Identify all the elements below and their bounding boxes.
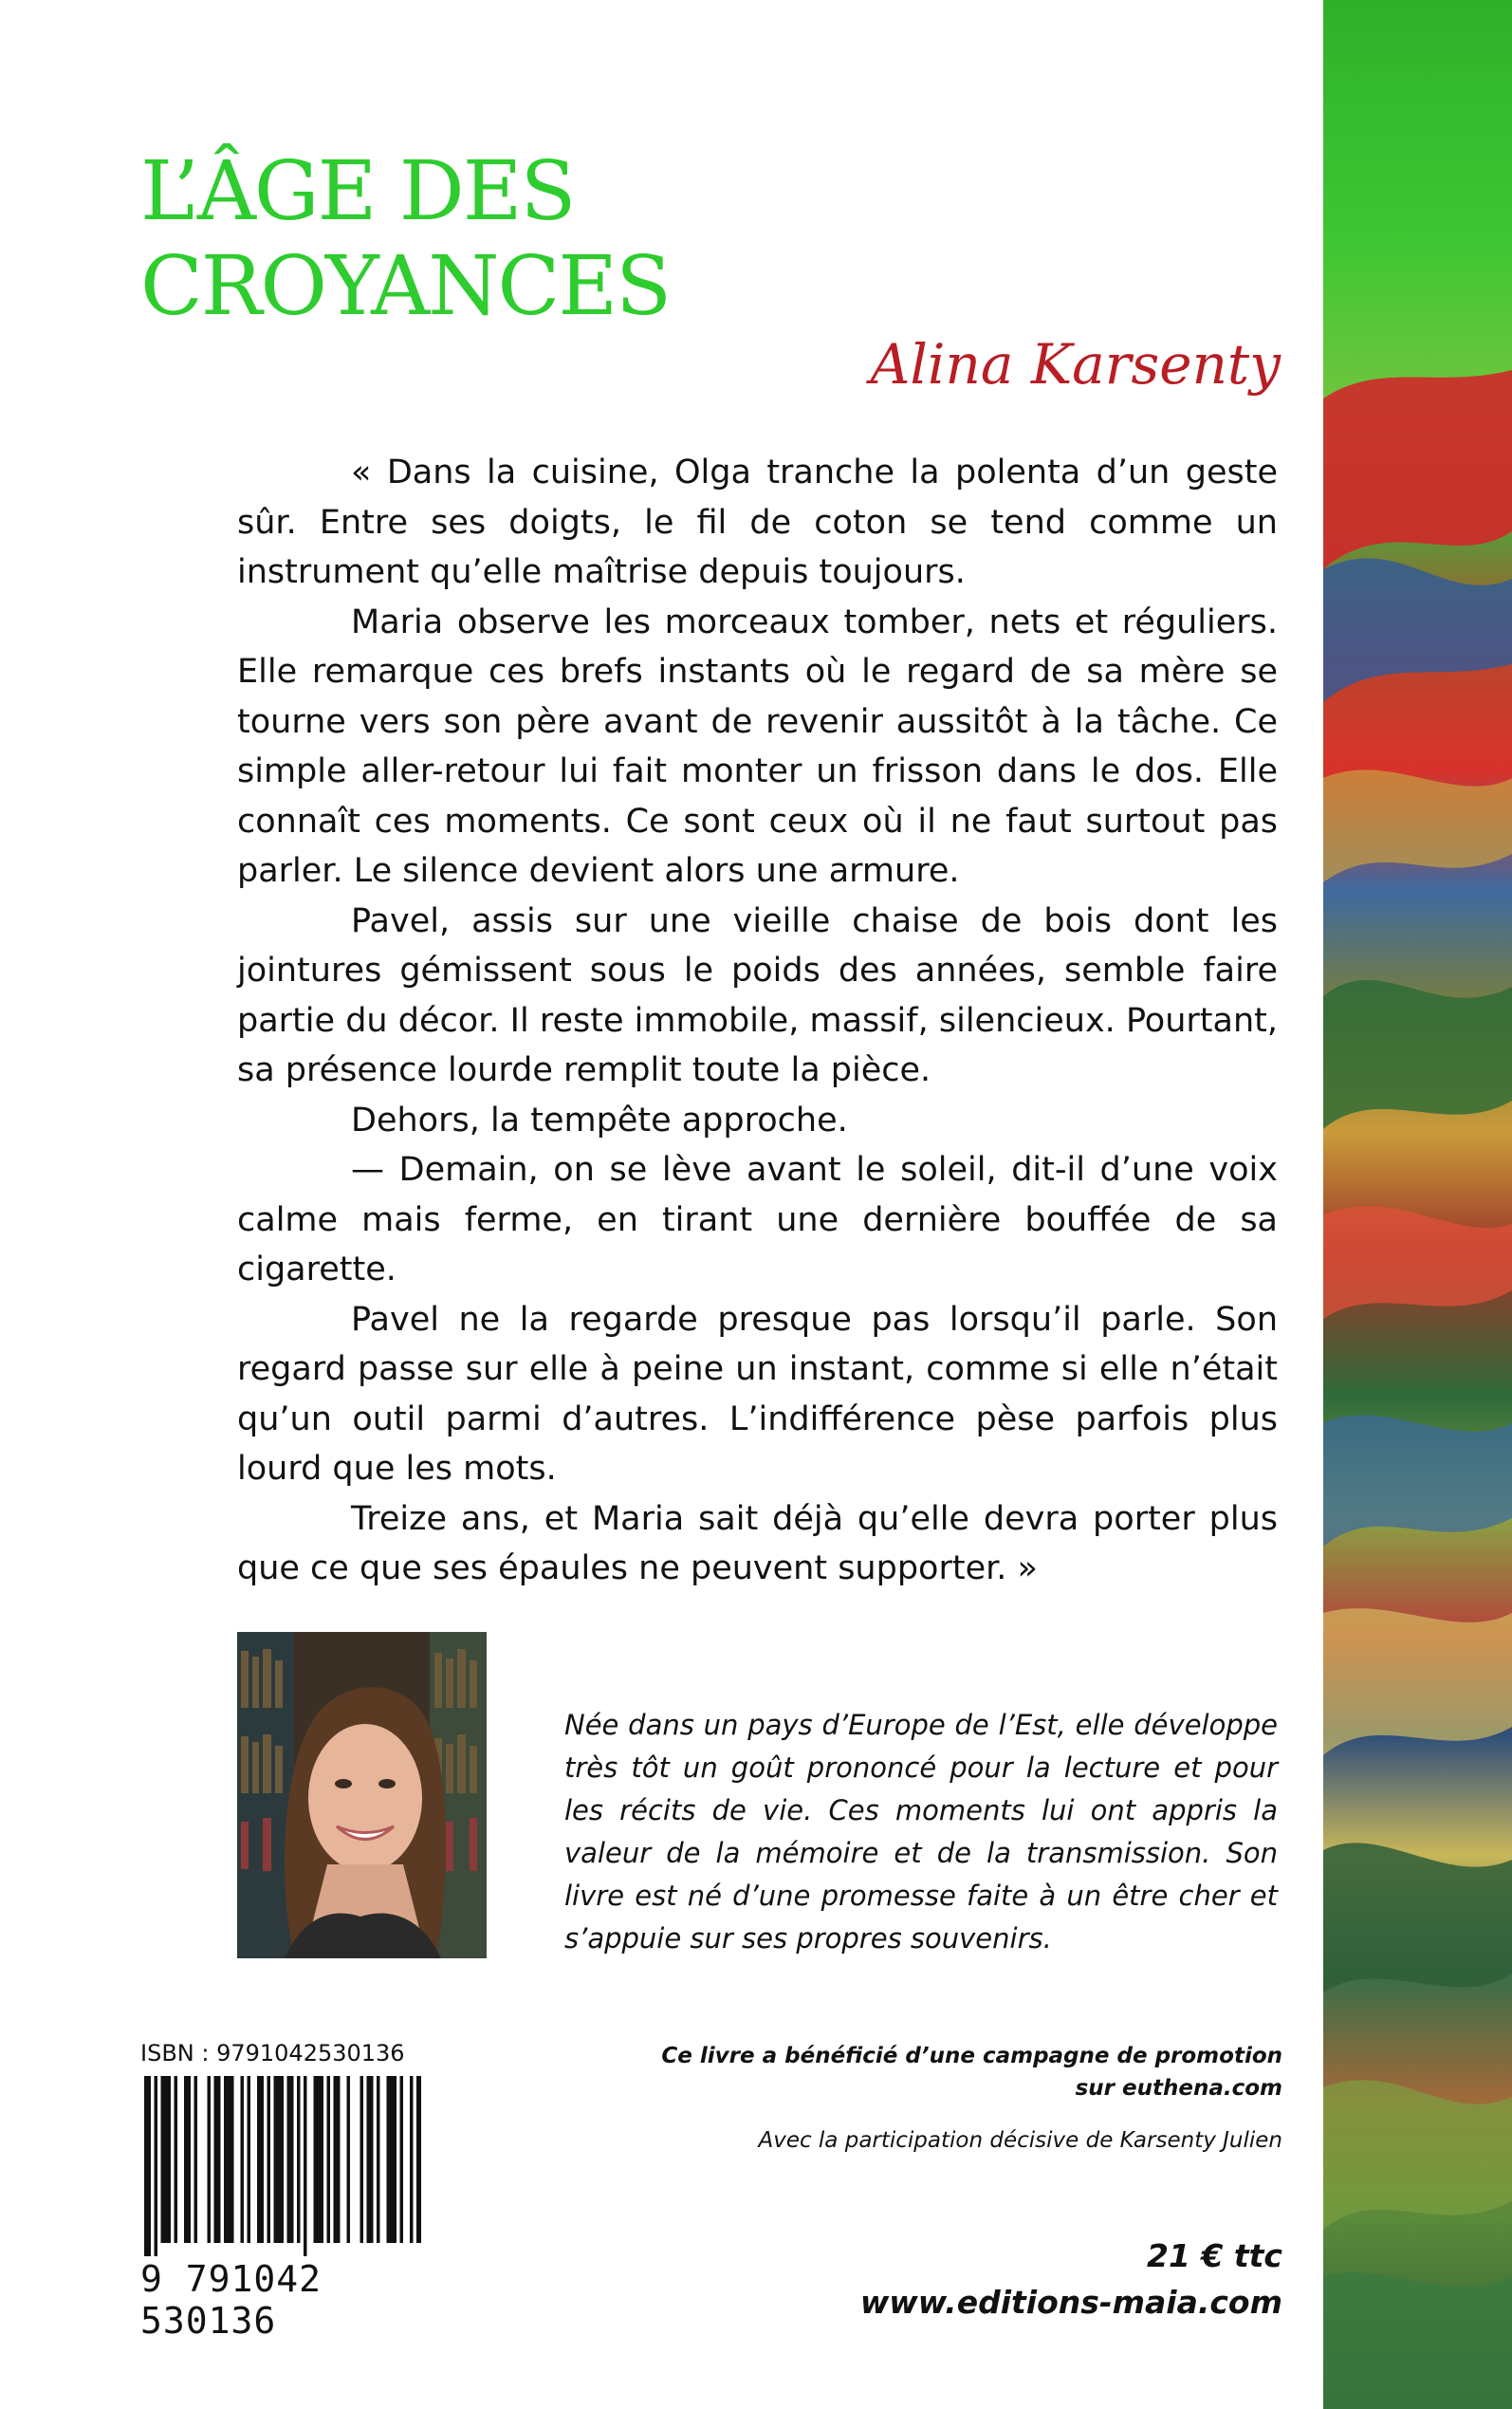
publisher-website: www.editions-maia.com: [859, 2284, 1282, 2321]
barcode-bar: [377, 2076, 380, 2243]
barcode-bar: [416, 2076, 421, 2243]
excerpt-paragraph: Dehors, la tempête approche.: [351, 1101, 848, 1140]
book-title: [140, 144, 670, 334]
barcode-bar: [304, 2076, 307, 2256]
barcode-bar: [327, 2076, 331, 2243]
barcode-bar: [400, 2076, 404, 2243]
barcode-bar: [208, 2076, 212, 2243]
barcode-bar: [214, 2076, 221, 2243]
author-name: Alina Karsenty: [870, 332, 1281, 397]
barcode-bar: [347, 2076, 351, 2243]
author-portrait-photo: [237, 1632, 487, 1958]
barcode-bar: [248, 2076, 251, 2243]
promotion-line-1: Ce livre a bénéficié d’une campagne de promotion: [661, 2044, 1282, 2068]
barcode-bar: [287, 2076, 294, 2243]
book-price: 21 € ttc: [1147, 2237, 1282, 2274]
isbn-number: ISBN : 9791042530136: [140, 2040, 405, 2066]
excerpt-paragraph: Treize ans, et Maria sait déjà qu’elle devra porter plus que ce que ses épaules ne peuvent supporter. »: [237, 1499, 1278, 1587]
excerpt-paragraph: Maria observe les morceaux tomber, nets et réguliers. Elle remarque ces brefs instants où le regard de sa mère se tourne vers son père avant de revenir aussitôt à la tâche. Ce simple aller-retour lui fait monter un frisson dans le dos. Elle connaît ces moments. Ce sont ceux où il ne faut surtout pas parler. Le silence devient alors une armure.: [237, 602, 1278, 890]
barcode-bar: [184, 2076, 191, 2243]
barcode-bar: [224, 2076, 234, 2243]
barcode-bar: [144, 2076, 151, 2256]
barcode-bar: [360, 2076, 364, 2243]
barcode-bar: [155, 2076, 158, 2256]
barcode-bar: [267, 2076, 271, 2243]
barcode-bar: [161, 2076, 172, 2243]
excerpt-paragraph: Pavel ne la regarde presque pas lorsqu’il parle. Son regard passe sur elle à peine un instant, comme si elle n’était qu’un outil parmi d’autres. L’indifférence pèse parfois plus lourd que les mots.: [237, 1300, 1278, 1488]
barcode-bar: [194, 2076, 198, 2243]
author-biography: Née dans un pays d’Europe de l’Est, elle développe très tôt un goût prononcé pour la lecture et pour les récits de vie. Ces moments lui ont appris la valeur de la mémoire et de la transmission. Son livre est né d’une promesse faite à un être cher et s’appuie sur ses propres souvenirs.: [564, 1709, 1278, 1955]
barcode-bar: [175, 2076, 178, 2243]
excerpt-paragraph: « Dans la cuisine, Olga tranche la polenta d’un geste sûr. Entre ses doigts, le fil de coton se tend comme un instrument qu’elle maîtrise depuis toujours.: [237, 454, 1278, 591]
barcode-bar: [334, 2076, 341, 2243]
barcode-bar: [387, 2076, 397, 2243]
painted-landscape-strip: [1323, 0, 1512, 2409]
book-title-line-1: L’ÂGE DES: [140, 144, 575, 239]
barcode-bar: [241, 2076, 245, 2243]
barcode-bar: [410, 2076, 414, 2243]
book-excerpt: [237, 448, 1278, 1594]
barcode-bar: [314, 2076, 324, 2243]
barcode-bar: [297, 2076, 301, 2243]
participation-credit: Avec la participation décisive de Karsenty Julien: [758, 2128, 1282, 2153]
barcode-bar: [274, 2076, 285, 2243]
promotion-line-2: sur euthena.com: [1075, 2076, 1282, 2101]
barcode-digits: 9 791042 530136: [140, 2258, 323, 2342]
excerpt-paragraph: — Demain, on se lève avant le soleil, dit-il d’une voix calme mais ferme, en tirant une dernière bouffée de sa cigarette.: [237, 1151, 1278, 1288]
barcode-bar: [257, 2076, 264, 2243]
barcode-bar: [367, 2076, 374, 2243]
promotion-note: [617, 2040, 1282, 2104]
excerpt-paragraph: Pavel, assis sur une vieille chaise de bois dont les jointures gémissent sous le poids des années, semble faire partie du décor. Il reste immobile, massif, silencieux. Pourtant, sa présence lourde remplit toute la pièce.: [237, 901, 1278, 1089]
book-title-line-2: CROYANCES: [140, 239, 671, 334]
